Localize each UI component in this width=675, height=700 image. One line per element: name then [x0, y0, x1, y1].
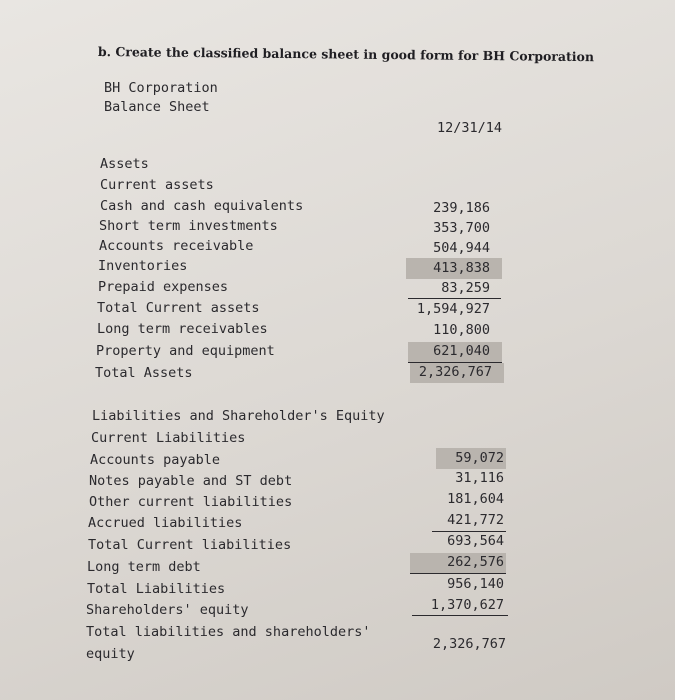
liab-label-accounts-payable: Accounts payable [90, 452, 221, 468]
liab-value-accrued: 421,772 [447, 512, 504, 528]
current-assets-heading: Current assets [100, 177, 214, 193]
company-name: BH Corporation [104, 80, 218, 96]
total-liab-equity-value: 2,326,767 [432, 636, 506, 652]
asset-label-lt-receivables: Long term receivables [97, 321, 268, 337]
asset-label-cash: Cash and cash equivalents [100, 198, 304, 214]
asset-value-st-investments: 353,700 [433, 220, 490, 236]
asset-value-total-current: 1,594,927 [416, 301, 490, 317]
liab-value-lt-debt: 262,576 [447, 554, 504, 570]
liab-label-shareholders-equity: Shareholders' equity [86, 602, 249, 618]
current-liabilities-heading: Current Liabilities [91, 430, 246, 446]
asset-value-cash: 239,186 [433, 200, 490, 216]
assets-heading: Assets [100, 156, 149, 172]
question-heading: b. Create the classified balance sheet in good form for BH Corporation [97, 44, 595, 65]
liab-label-other-current: Other current liabilities [89, 494, 293, 510]
asset-value-total-assets: 2,326,767 [418, 364, 492, 380]
underline-accrued [432, 531, 506, 532]
underline-equity [412, 615, 508, 616]
liab-label-accrued: Accrued liabilities [88, 515, 243, 531]
asset-value-prepaid: 83,259 [441, 280, 490, 296]
liab-value-total-current: 693,564 [447, 533, 504, 549]
liab-value-shareholders-equity: 1,370,627 [430, 597, 504, 613]
asset-label-prepaid: Prepaid expenses [98, 279, 229, 295]
asset-label-total-assets: Total Assets [95, 365, 193, 381]
total-liab-equity-label-line2: equity [86, 646, 135, 662]
asset-label-inventories: Inventories [98, 258, 188, 274]
asset-label-st-investments: Short term investments [99, 218, 278, 234]
liab-label-lt-debt: Long term debt [87, 559, 201, 575]
liab-label-total-liabilities: Total Liabilities [87, 581, 226, 597]
asset-value-lt-receivables: 110,800 [433, 322, 490, 338]
liabilities-heading: Liabilities and Shareholder's Equity [92, 408, 385, 424]
asset-value-property: 621,040 [433, 343, 490, 359]
liab-label-notes-payable: Notes payable and ST debt [89, 473, 293, 489]
asset-label-property: Property and equipment [96, 343, 275, 359]
statement-title: Balance Sheet [104, 99, 210, 115]
date-header: 12/31/14 [436, 120, 502, 136]
liab-value-total-liabilities: 956,140 [447, 576, 504, 592]
underline-current-assets [408, 298, 501, 299]
asset-label-receivable: Accounts receivable [99, 238, 254, 254]
asset-value-inventories: 413,838 [433, 260, 490, 276]
liab-value-other-current: 181,604 [447, 491, 504, 507]
liab-value-accounts-payable: 59,072 [455, 450, 504, 466]
total-liab-equity-label-line1: Total liabilities and shareholders' [86, 624, 371, 640]
liab-value-notes-payable: 31,116 [455, 470, 504, 486]
underline-lt-debt [410, 573, 506, 574]
liab-label-total-current: Total Current liabilities [88, 537, 292, 553]
asset-label-total-current: Total Current assets [97, 300, 260, 316]
asset-value-receivable: 504,944 [433, 240, 490, 256]
